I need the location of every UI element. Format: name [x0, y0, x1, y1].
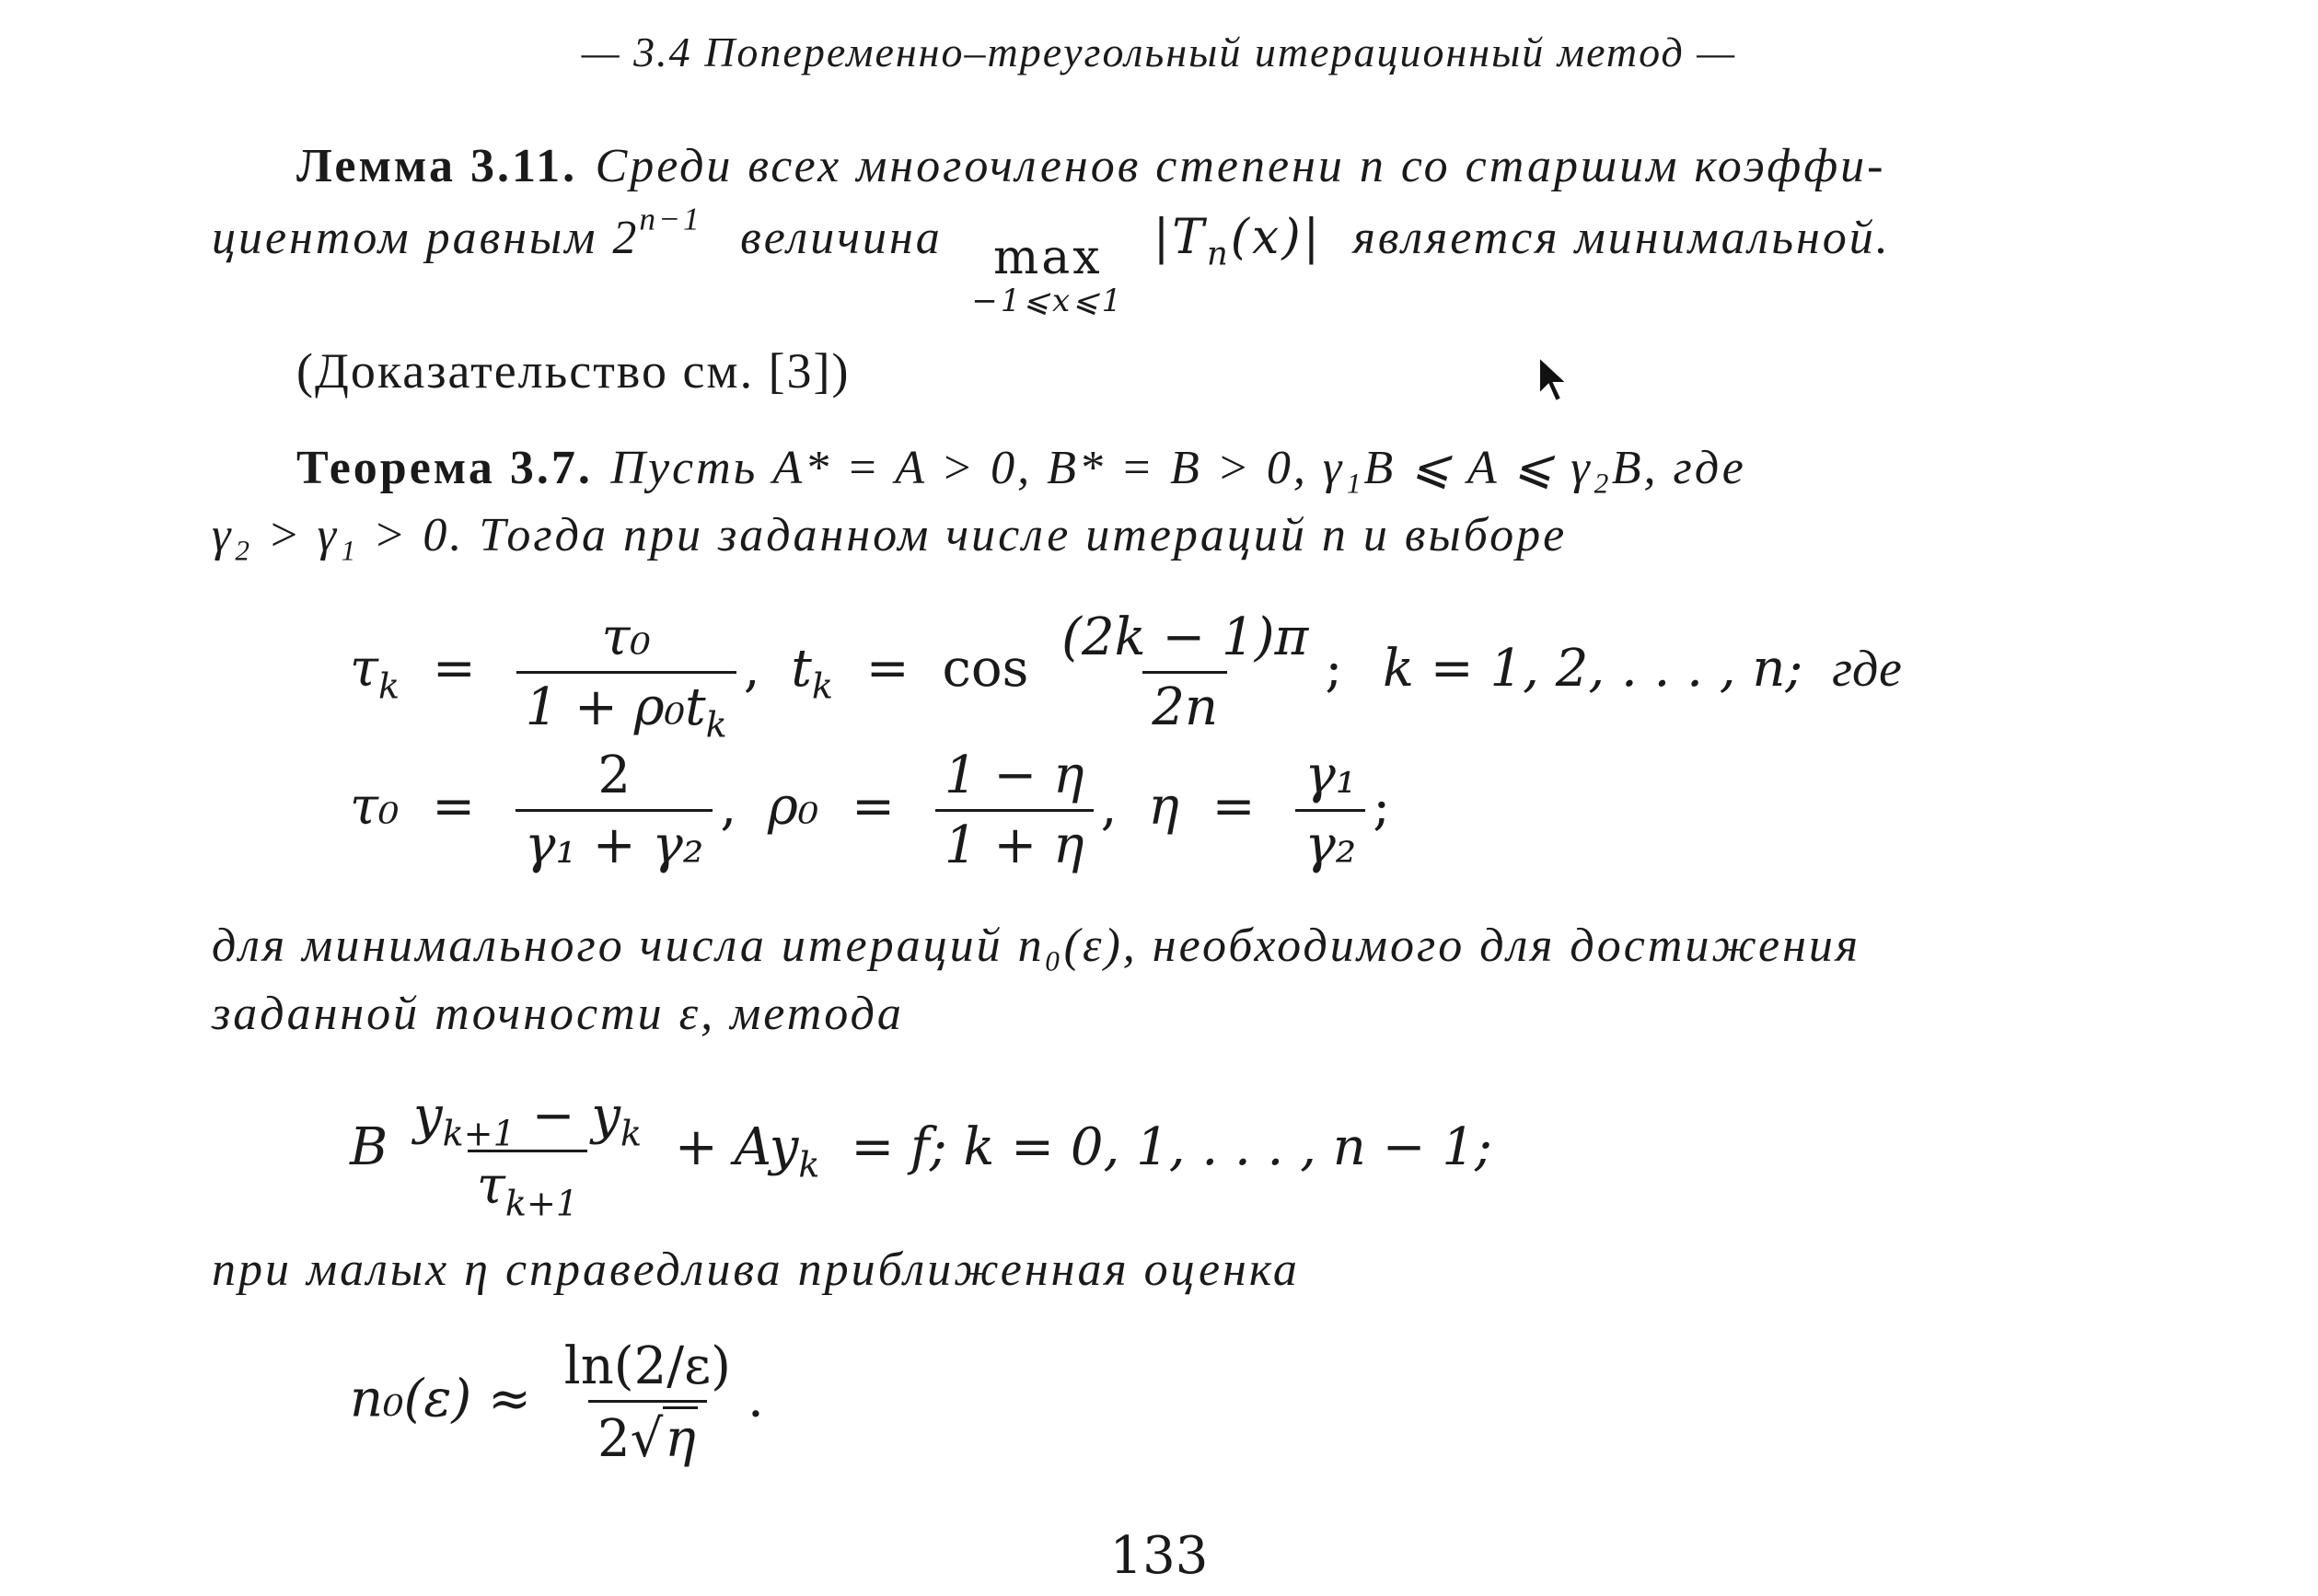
lemma-text-2: циентом равным $2^{n-1}$ — [212, 200, 702, 264]
fraction-2-over-gamma-sum: $\frac{2}{\text{γ₁ + γ₂}}$ — [516, 746, 713, 875]
lemma-line-2 — [212, 200, 1891, 319]
abs-chebyshev: $|T_n(x)|$ — [1153, 210, 1323, 273]
fraction-gamma-ratio: $\frac{\text{γ₁}}{\text{γ₂}}$ — [1295, 746, 1365, 875]
lemma-text-2-post: является минимальной. — [1352, 212, 1891, 264]
theorem-label: Теорема 3.7. — [296, 442, 593, 494]
running-header: — 3.4 Попеременно–треугольный итерационный метод — — [581, 29, 1737, 75]
theorem-text-1: Пусть A* = A > 0, B* = B > 0, γ₁B ⩽ A ⩽ γ₂B, где — [610, 442, 1746, 494]
equation-tau-k: $\tau_k$ = $\frac{\text{τ₀}}{1 + \rho_0t_k}$ , $t_k = \cos$ $\frac{(2k - 1)\pi}{2n}$ ; k = 1, 2, . . . , n; где — [350, 607, 1902, 746]
fraction-eta: $\frac{1 - \eta}{1 + \eta}$ — [935, 746, 1094, 875]
equation-iteration-scheme: B $\frac{y_{k+1} - y_k}{\tau_{k+1}}$ + $Ay_k = f$; k = 0, 1, . . . , n − 1; — [350, 1086, 1492, 1224]
lemma-label: Лемма 3.11. — [296, 140, 578, 192]
mouse-cursor-icon — [1536, 353, 1572, 409]
fraction-tau0-over: $\frac{\text{τ₀}}{1 + \rho_0t_k}$ — [516, 607, 736, 737]
fraction-ln-over-sqrt: $\frac{\ln(2/\varepsilon)}{2√\eta}$ — [563, 1336, 731, 1469]
lemma-text-2-mid: величина — [740, 212, 943, 264]
proof-note: (Доказательство см. [3]) — [296, 343, 851, 399]
paragraph-3: при малых η справедлива приближенная оценка — [212, 1243, 1300, 1296]
page-number: 133 — [1109, 1526, 1209, 1586]
equation-tau0-rho0-eta: τ₀ = $\frac{2}{\text{γ₁ + γ₂}}$ , ρ₀ = $\frac{1 - \eta}{1 + \eta}$ , η = $\frac{\text{γ₁}}{\text{γ₂}}$ ; — [350, 746, 1391, 875]
equation-estimate: n₀(ε) ≈ $\frac{\ln(2/\varepsilon)}{2√\eta}$ . — [350, 1336, 764, 1469]
lemma-text-1: Среди всех многочленов степени n со старшим коэффи- — [595, 140, 1886, 192]
max-operator: max −1⩽x⩽1 — [971, 230, 1125, 319]
fraction-difference: $\frac{y_{k+1} - y_k}{\tau_{k+1}}$ — [412, 1086, 643, 1224]
theorem-text-2: γ₂ > γ₁ > 0. Тогда при заданном числе итераций n и выборе — [212, 509, 1568, 561]
paragraph-2-line-1: для минимального числа итераций n₀(ε), необходимого для достижения — [212, 919, 1861, 972]
fraction-cos-arg: $\frac{(2k - 1)\pi}{2n}$ — [1061, 607, 1309, 737]
theorem-line-1 — [296, 440, 1746, 495]
lemma-line-1 — [296, 138, 1885, 193]
paragraph-2-line-2: заданной точности ε, метода — [212, 988, 904, 1040]
